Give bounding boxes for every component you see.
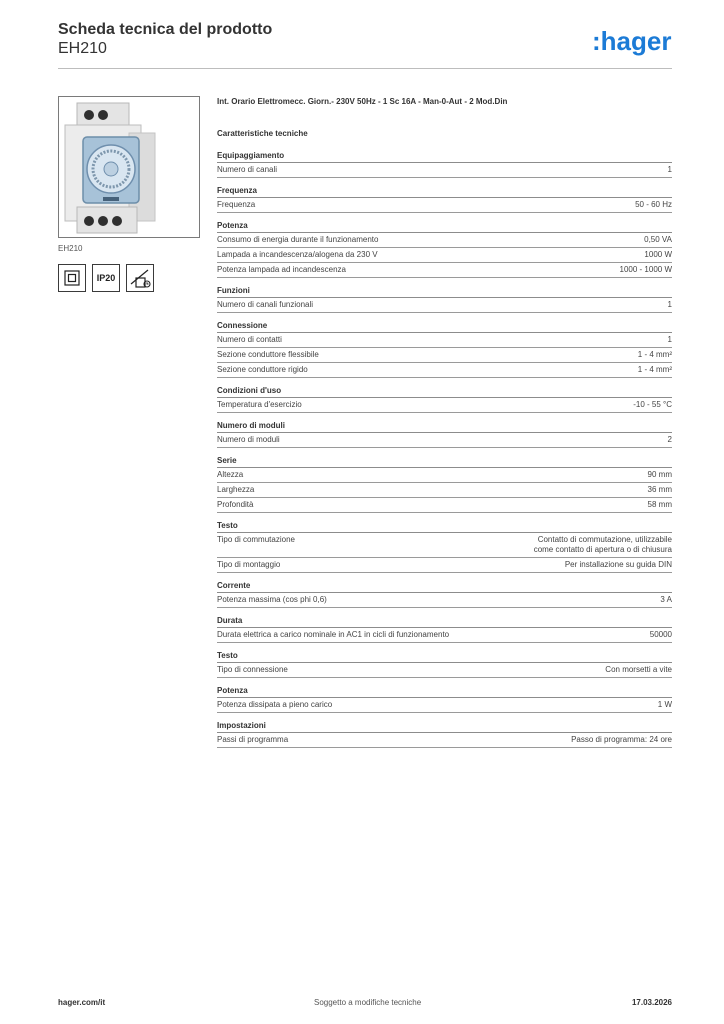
footer-note: Soggetto a modifiche tecniche (314, 998, 422, 1007)
spec-group (217, 321, 672, 378)
product-image (58, 96, 200, 238)
spec-value: 1 (667, 165, 672, 174)
spec-group-title: Equipaggiamento (217, 151, 285, 160)
spec-group-title: Numero di moduli (217, 421, 285, 430)
spec-value: 0,50 VA (644, 235, 672, 244)
spec-group-title: Connessione (217, 321, 268, 330)
spec-value: Passo di programma: 24 ore (571, 735, 672, 744)
spec-sheet (217, 96, 672, 756)
spec-value: 90 mm (647, 470, 672, 479)
spec-row (217, 498, 672, 513)
spec-groups (217, 151, 672, 748)
spec-label: Tipo di montaggio (217, 560, 281, 569)
spec-row (217, 628, 672, 643)
spec-label: Numero di moduli (217, 435, 280, 444)
spec-group (217, 581, 672, 608)
product-caption: EH210 (58, 244, 83, 253)
spec-group-title: Testo (217, 651, 238, 660)
spec-value: 58 mm (647, 500, 672, 509)
spec-row (217, 663, 672, 678)
spec-group (217, 221, 672, 278)
footer-website[interactable]: hager.com/it (58, 998, 106, 1007)
spec-group (217, 721, 672, 748)
spec-row (217, 483, 672, 498)
spec-group-title: Testo (217, 521, 238, 530)
timer-switch-symbol-icon (126, 264, 154, 292)
spec-value: -10 - 55 °C (633, 400, 672, 409)
certification-icons (58, 264, 154, 292)
spec-group-title: Frequenza (217, 186, 258, 195)
spec-group (217, 686, 672, 713)
spec-label: Numero di contatti (217, 335, 282, 344)
hager-logo-text: :hager (592, 28, 672, 56)
spec-row (217, 263, 672, 278)
spec-label: Frequenza (217, 200, 256, 209)
spec-label: Numero di canali (217, 165, 278, 174)
spec-value: 50 - 60 Hz (635, 200, 672, 209)
spec-label: Sezione conduttore rigido (217, 365, 308, 374)
spec-label: Temperatura d'esercizio (217, 400, 302, 409)
spec-group-title: Potenza (217, 686, 248, 695)
spec-value: 1 W (657, 700, 672, 709)
product-description: Int. Orario Elettromecc. Giorn.- 230V 50Hz - 1 Sc 16A - Man-0-Aut - 2 Mod.Din (217, 97, 508, 106)
spec-row (217, 298, 672, 313)
spec-label: Potenza lampada ad incandescenza (217, 265, 346, 274)
spec-row (217, 398, 672, 413)
timer-device-illustration (59, 97, 199, 237)
spec-label: Passi di programma (217, 735, 289, 744)
spec-row (217, 533, 672, 558)
spec-label: Altezza (217, 470, 244, 479)
spec-label: Consumo di energia durante il funzionamento (217, 235, 379, 244)
spec-group-title: Condizioni d'uso (217, 386, 282, 395)
spec-label: Sezione conduttore flessibile (217, 350, 319, 359)
spec-row (217, 198, 672, 213)
spec-row (217, 433, 672, 448)
spec-group (217, 151, 672, 178)
spec-label: Potenza dissipata a pieno carico (217, 700, 333, 709)
ip20-icon: IP20 (92, 264, 120, 292)
spec-group (217, 456, 672, 513)
spec-group (217, 616, 672, 643)
spec-row (217, 363, 672, 378)
hager-logo (592, 28, 674, 56)
spec-label: Tipo di commutazione (217, 535, 295, 544)
spec-label: Potenza massima (cos phi 0,6) (217, 595, 327, 604)
spec-row (217, 163, 672, 178)
spec-value: 36 mm (647, 485, 672, 494)
spec-group (217, 651, 672, 678)
spec-row (217, 468, 672, 483)
section-heading: Caratteristiche tecniche (217, 129, 308, 138)
spec-group-title: Serie (217, 456, 237, 465)
spec-value: Contatto di commutazione, utilizzabile come contatto di apertura o di chiusura (533, 535, 672, 554)
spec-value: 1 (667, 300, 672, 309)
spec-value: 1000 - 1000 W (619, 265, 672, 274)
spec-row (217, 348, 672, 363)
product-code: EH210 (58, 40, 107, 57)
spec-label: Lampada a incandescenza/alogena da 230 V (217, 250, 378, 259)
spec-value: 50000 (649, 630, 672, 639)
footer-date: 17.03.2026 (631, 998, 672, 1007)
spec-group-title: Durata (217, 616, 243, 625)
spec-row (217, 248, 672, 263)
spec-group (217, 186, 672, 213)
spec-row (217, 733, 672, 748)
spec-label: Numero di canali funzionali (217, 300, 314, 309)
spec-group-title: Funzioni (217, 286, 250, 295)
spec-group (217, 421, 672, 448)
spec-row (217, 558, 672, 573)
spec-value: 1000 W (644, 250, 672, 259)
spec-value: Per installazione su guida DIN (564, 560, 672, 569)
spec-value: 3 A (660, 595, 672, 604)
spec-value: Con morsetti a vite (605, 665, 672, 674)
spec-group (217, 286, 672, 313)
spec-label: Tipo di connessione (217, 665, 288, 674)
spec-group (217, 386, 672, 413)
spec-label: Larghezza (217, 485, 255, 494)
spec-value: 1 - 4 mm² (637, 350, 672, 359)
spec-row (217, 698, 672, 713)
spec-value: 1 - 4 mm² (637, 365, 672, 374)
spec-group-title: Impostazioni (217, 721, 266, 730)
spec-label: Durata elettrica a carico nominale in AC1 in cicli di funzionamento (217, 630, 450, 639)
spec-group (217, 521, 672, 573)
page-title: Scheda tecnica del prodotto (58, 21, 273, 38)
spec-label: Profondità (217, 500, 254, 509)
spec-row (217, 333, 672, 348)
spec-group-title: Corrente (217, 581, 251, 590)
header-divider (58, 68, 672, 69)
spec-row (217, 233, 672, 248)
spec-value: 1 (667, 335, 672, 344)
spec-row (217, 593, 672, 608)
spec-group-title: Potenza (217, 221, 248, 230)
spec-value: 2 (667, 435, 672, 444)
double-insulation-icon (58, 264, 86, 292)
